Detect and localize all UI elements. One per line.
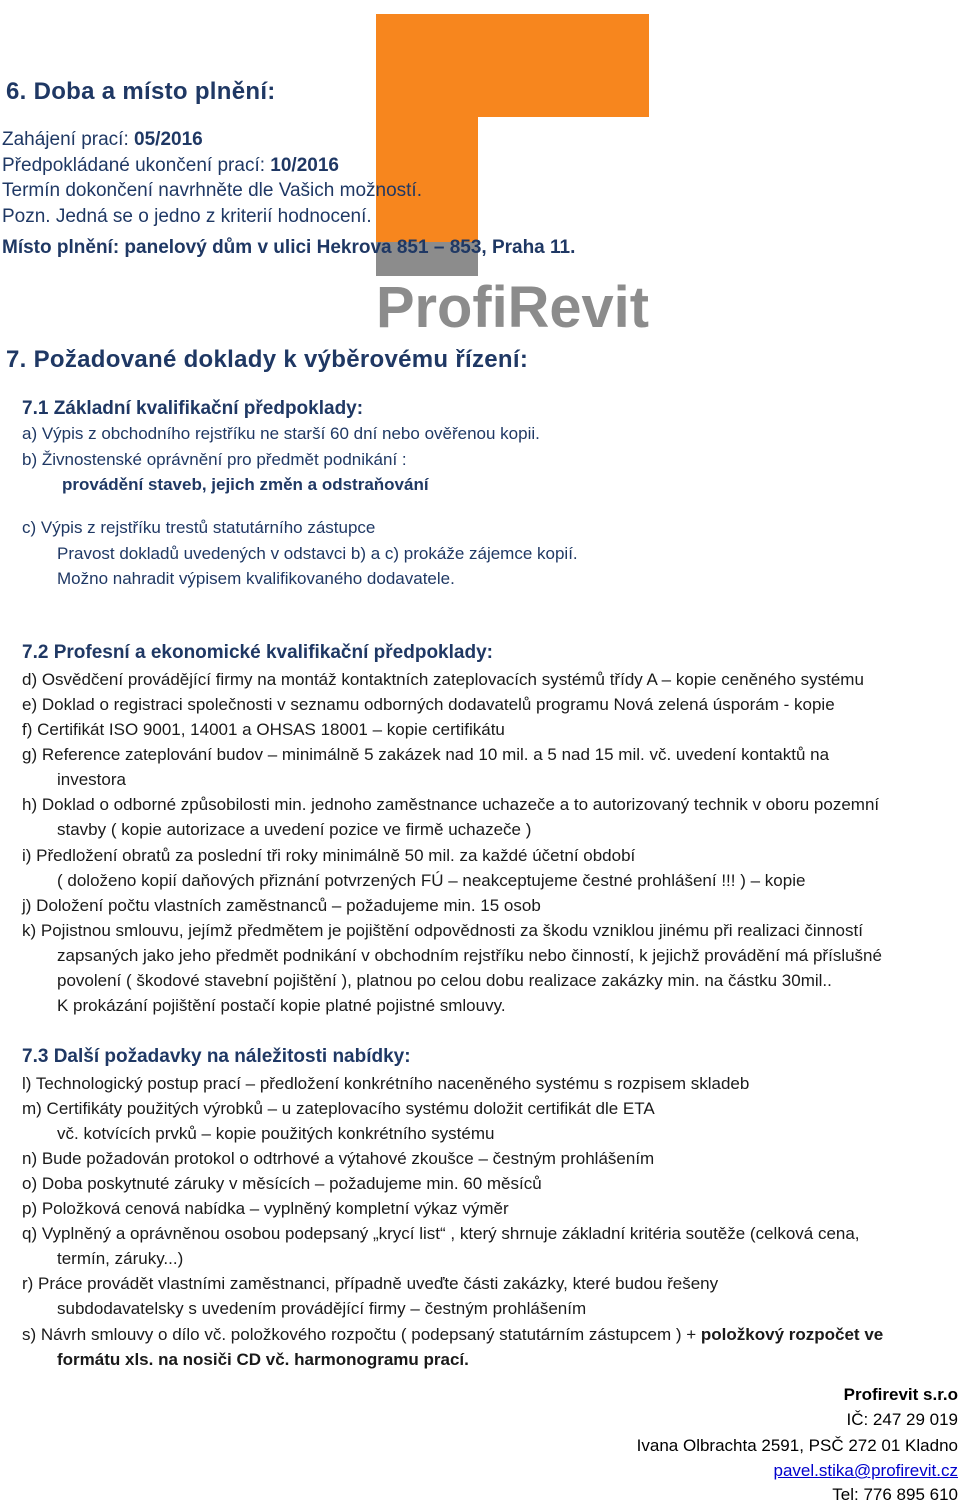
item-e: e) Doklad o registraci společnosti v seznamu odborných dodavatelů programu Nová zelená úsporám - kopie [22,695,835,714]
sub71-heading: 7.1 Základní kvalifikační předpoklady: [22,398,364,419]
item-j: j) Doložení počtu vlastních zaměstnanců – požadujeme min. 15 osob [22,896,541,915]
item-m: m) Certifikáty použitých výrobků – u zateplovacího systému doložit certifikát dle ETA [22,1099,655,1118]
item-b-detail: provádění staveb, jejich změn a odstraňování [62,475,429,494]
profirevit-logo [376,14,649,332]
item-g: g) Reference zateplování budov – minimálně 5 zakázek nad 10 mil. a 5 nad 15 mil. vč. uvedení kontaktů na [22,745,830,764]
item-k-cont1: zapsaných jako jeho předmět podnikání v obchodním rejstříku nebo činností, k jejichž provádění má příslušné [57,946,882,965]
sub73-heading: 7.3 Další požadavky na náležitosti nabídky: [22,1046,411,1067]
deadline-note: Termín dokončení navrhněte dle Vašich možností. [2,180,422,201]
criteria-note: Pozn. Jedná se o jedno z kriterií hodnocení. [2,206,372,227]
item-n: n) Bude požadován protokol o odtrhové a výtahové zkoušce – čestným prohlášením [22,1149,655,1168]
item-q: q) Vyplněný a oprávněnou osobou podepsaný „krycí list“ , který shrnuje základní kritéria soutěže (celková cena, [22,1224,860,1243]
item-k-cont2: povolení ( škodové stavební pojištění ), platnou po celou dobu realizace zakázky min. na částku 30mil.. [57,971,832,990]
item-s-text: s) Návrh smlouvy o dílo vč. položkového rozpočtu ( podepsaný statutárním zástupcem ) + [22,1325,701,1344]
item-s-cont: formátu xls. na nosiči CD vč. harmonogramu prací. [57,1350,469,1369]
item-c-note2: Možno nahradit výpisem kvalifikovaného dodavatele. [57,569,455,588]
end-date-line [2,155,339,177]
item-c: c) Výpis z rejstříku trestů statutárního zástupce [22,518,376,537]
item-h: h) Doklad o odborné způsobilosti min. jednoho zaměstnance uchazeče a to autorizovaný technik v oboru pozemní [22,795,880,814]
item-l: l) Technologický postup prací – předložení konkrétního naceněného systému s rozpisem skladeb [22,1074,750,1093]
item-r-cont: subdodavatelsky s uvedením provádějící firmy – čestným prohlášením [57,1299,587,1318]
item-p: p) Položková cenová nabídka – vyplněný kompletní výkaz výměr [22,1199,509,1218]
item-q-cont: termín, záruky...) [57,1249,184,1268]
item-h-cont: stavby ( kopie autorizace a uvedení pozice ve firmě uchazeče ) [57,820,532,839]
footer-address: Ivana Olbrachta 2591, PSČ 272 01 Kladno [636,1436,958,1455]
item-s-bold: položkový rozpočet ve [700,1325,884,1344]
section6-heading: 6. Doba a místo plnění: [6,78,276,105]
start-date-line [2,129,203,151]
section7-heading: 7. Požadované doklady k výběrovému řízení: [6,346,529,373]
footer-email-link[interactable]: pavel.stika@profirevit.cz [773,1461,958,1480]
footer-company: Profirevit s.r.o [843,1385,958,1404]
item-a: a) Výpis z obchodního rejstříku ne starší 60 dní nebo ověřenou kopii. [22,424,540,443]
item-k: k) Pojistnou smlouvu, jejímž předmětem je pojištění odpovědnosti za škodu vzniklou jinému při realizaci činností [22,921,863,940]
end-value: 10/2016 [270,155,339,176]
item-s [22,1325,883,1345]
item-g-cont: investora [57,770,126,789]
item-o: o) Doba poskytnuté záruky v měsících – požadujeme min. 60 měsíců [22,1174,542,1193]
sub72-heading: 7.2 Profesní a ekonomické kvalifikační předpoklady: [22,642,493,663]
item-m-cont: vč. kotvících prvků – kopie použitých konkrétního systému [57,1124,495,1143]
item-i: i) Předložení obratů za poslední tři roky minimálně 50 mil. za každé účetní období [22,846,636,865]
item-i-cont: ( doloženo kopií daňových přiznání potvrzených FÚ – neakceptujeme čestné prohlášení !!! ) – kopie [57,871,806,890]
item-b: b) Živnostenské oprávnění pro předmět podnikání : [22,450,407,469]
end-label: Předpokládané ukončení prací: [2,155,271,176]
item-c-note1: Pravost dokladů uvedených v odstavci b) a c) prokáže zájemce kopií. [57,544,578,563]
footer-phone: Tel: 776 895 610 [832,1485,958,1504]
logo-brand-text: ProfiRevit [376,275,649,332]
item-f: f) Certifikát ISO 9001, 14001 a OHSAS 18001 – kopie certifikátu [22,720,505,739]
footer-ic: IČ: 247 29 019 [846,1410,958,1429]
place-of-performance: Místo plnění: panelový dům v ulici Hekrova 851 – 853, Praha 11. [2,237,576,258]
item-r: r) Práce provádět vlastními zaměstnanci, případně uveďte části zakázky, které budou řešeny [22,1274,719,1293]
item-d: d) Osvědčení provádějící firmy na montáž kontaktních zateplovacích systémů třídy A – kopie ceněného systému [22,670,864,689]
start-label: Zahájení prací: [2,129,135,150]
start-value: 05/2016 [134,129,203,150]
item-k-cont3: K prokázání pojištění postačí kopie platné pojistné smlouvy. [57,996,506,1015]
